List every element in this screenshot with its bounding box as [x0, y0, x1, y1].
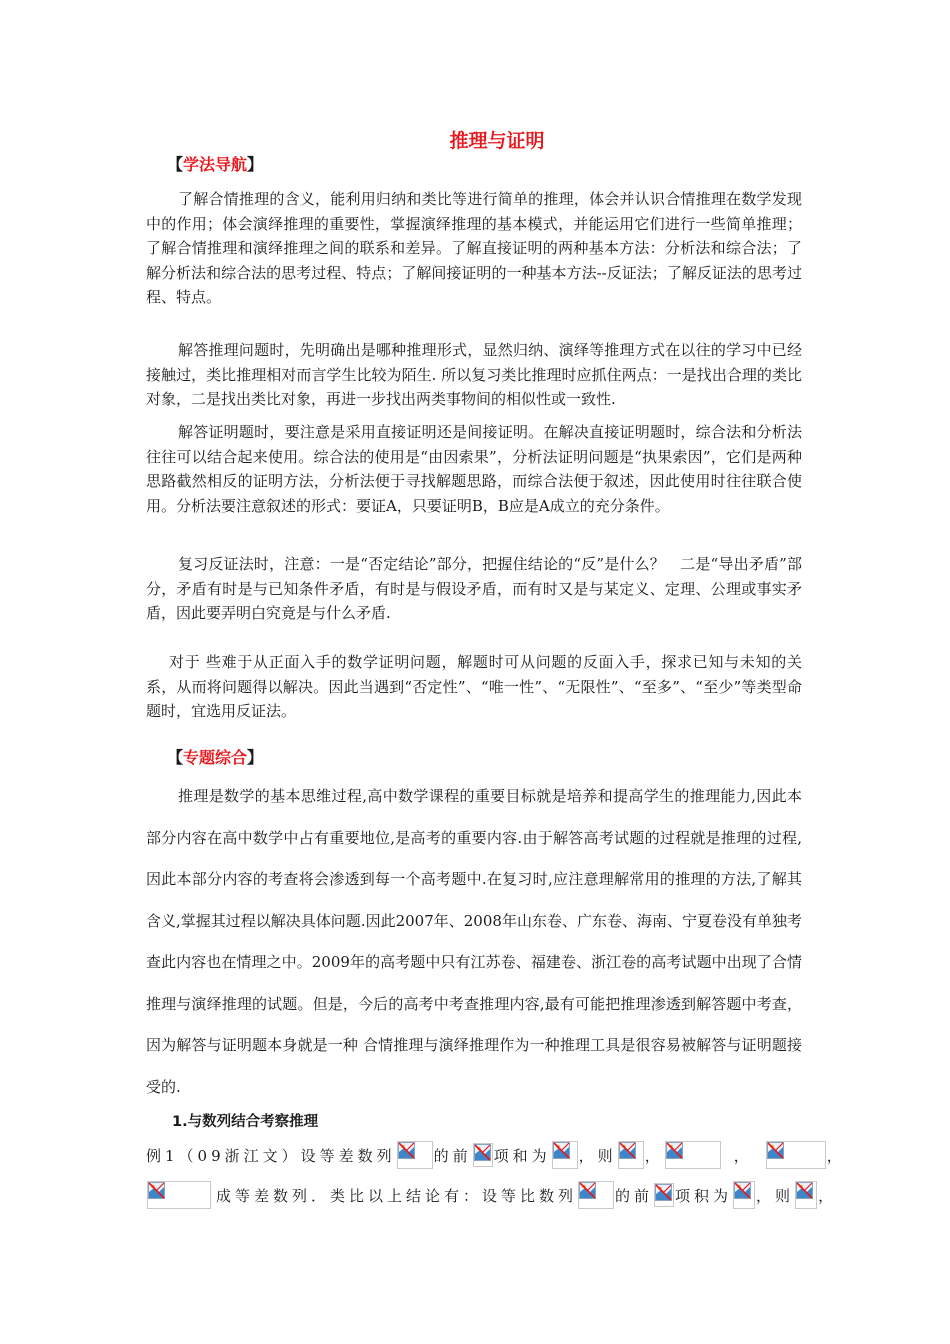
example-text: ，则	[578, 1146, 617, 1165]
paragraph-reductio: 对于 些难于从正面入手的数学证明问题，解题时可从问题的反面入手，探求已知与未知的关系，从而将问题得以解决。因此当遇到“否定性”、“唯一性”、“无限性”、“至多”、“至少”等类型命题时，宜选用反证法。	[146, 653, 802, 721]
broken-image-icon	[553, 1142, 570, 1159]
paragraph-inference: 解答推理问题时，先明确出是哪种推理形式，显然归纳、演绎等推理方式在以往的学习中已经接触过，类比推理相对而言学生比较为陌生. 所以复习类比推理时应抓住两点：一是找出合理的类比对象，二是找出类比对象，再进一步找出两类事物间的相似性或一致性.	[146, 341, 802, 409]
example-text: ，则	[756, 1186, 795, 1205]
broken-image-icon	[579, 1182, 596, 1199]
broken-image-icon	[398, 1142, 415, 1159]
bracket-right: 】	[247, 748, 264, 767]
section-heading-method	[167, 152, 263, 175]
broken-image-icon	[666, 1142, 683, 1159]
broken-image-icon	[619, 1142, 636, 1159]
formula-image	[147, 1181, 211, 1209]
broken-image-icon	[796, 1182, 813, 1199]
bracket-right: 】	[247, 155, 264, 174]
bracket-left: 【	[167, 155, 184, 174]
example-text: 成等差数列．类比以上结论有：设等比数列	[216, 1186, 578, 1205]
formula-image	[795, 1181, 817, 1209]
formula-image	[552, 1141, 578, 1169]
example-text: 例1（09浙江文）设等差数列	[146, 1146, 396, 1165]
paragraph-topic: 推理是数学的基本思维过程,高中数学课程的重要目标就是培养和提高学生的推理能力,因此本部分内容在高中数学中占有重要地位,是高考的重要内容.由于解答高考试题的过程就是推理的过程,因此本部分内容的考查将会渗透到每一个高考题中.在复习时,应注意理解常用的推理的方法,了解其含义,掌握其过程以解决具体问题.因此2007年、2008年山东卷、广东卷、海南、宁夏卷没有单独考查此内容也在情理之中。2009年的高考题中只有江苏卷、福建卷、浙江卷的高考试题中出现了合情推理与演绎推理的试题。但是，今后的高考中考查推理内容,最有可能把推理渗透到解答题中考查，因为解答与证明题本身就是一种 合情推理与演绎推理作为一种推理工具是很容易被解答与证明题接受的.	[146, 787, 802, 1096]
bracket-left: 【	[167, 748, 184, 767]
example-text: 项积为	[675, 1186, 733, 1205]
page-title: 推理与证明	[449, 130, 545, 152]
example-text: ，	[733, 1146, 753, 1165]
example-text: ，	[818, 1186, 838, 1205]
broken-image-icon	[734, 1182, 751, 1199]
example-text: ，	[826, 1146, 846, 1165]
heading-text: 专题综合	[183, 748, 248, 767]
paragraph-intro: 了解合情推理的含义，能利用归纳和类比等进行简单的推理，体会并认识合情推理在数学发现中的作用；体会演绎推理的重要性，掌握演绎推理的基本模式，并能运用它们进行一些简单推理；了解合情推理和演绎推理之间的联系和差异。了解直接证明的两种基本方法：分析法和综合法；了解分析法和综合法的思考过程、特点；了解间接证明的一种基本方法--反证法；了解反证法的思考过程、特点。	[146, 190, 802, 307]
formula-image	[665, 1141, 721, 1169]
formula-image	[733, 1181, 755, 1209]
formula-image	[654, 1183, 674, 1207]
formula-image	[397, 1141, 433, 1169]
broken-image-icon	[655, 1184, 672, 1201]
subsection-title: 1.与数列结合考察推理	[172, 1114, 319, 1130]
formula-image	[578, 1181, 614, 1209]
formula-image	[766, 1141, 826, 1169]
example-text: 的前	[615, 1186, 654, 1205]
formula-image	[618, 1141, 644, 1169]
example-text: 的前	[433, 1146, 472, 1165]
example-line-1	[146, 1140, 846, 1170]
broken-image-icon	[148, 1182, 165, 1199]
broken-image-icon	[474, 1144, 491, 1161]
section-heading-topic	[167, 745, 263, 768]
example-text: ，	[644, 1146, 664, 1165]
formula-image	[473, 1143, 493, 1167]
paragraph-proof: 解答证明题时，要注意是采用直接证明还是间接证明。在解决直接证明题时，综合法和分析法往往可以结合起来使用。综合法的使用是“由因索果”，分析法证明问题是“执果索因”，它们是两种思路截然相反的证明方法，分析法便于寻找解题思路，而综合法便于叙述，因此使用时往往联合使用。分析法要注意叙述的形式：要证A，只要证明B，B应是A成立的充分条件。	[146, 423, 802, 515]
heading-text: 学法导航	[183, 155, 248, 174]
example-text: 项和为	[493, 1146, 551, 1165]
paragraph-contradiction: 复习反证法时，注意：一是“否定结论”部分，把握住结论的“反”是什么？ 二是“导出矛盾”部分，矛盾有时是与已知条件矛盾，有时是与假设矛盾，而有时又是与某定义、定理、公理或事实矛盾，因此要弄明白究竟是与什么矛盾.	[146, 555, 802, 623]
broken-image-icon	[767, 1142, 784, 1159]
example-line-2	[146, 1180, 837, 1210]
